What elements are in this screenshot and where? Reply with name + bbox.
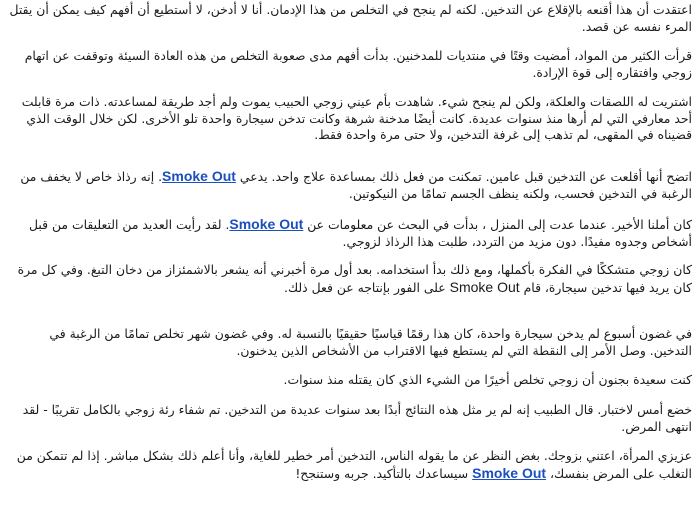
paragraph-8: كنت سعيدة بجنون أن زوجي تخلص أخيرًا من الشيء الذي كان يقتله منذ سنوات. xyxy=(283,372,692,387)
paragraph-4-lead: اتضح أنها أقلعت عن التدخين قبل عامين. تمكنت من فعل ذلك بمساعدة علاج واحد. يدعي xyxy=(239,169,692,184)
paragraph-10-lead: عزيزي المرأة، اعتني بزوجك. بغض النظر عن ما يقوله الناس، التدخين أمر خطير للغاية، وأنا أعلم ذلك بشكل مباشر. إذا لم تتمكن من التغلب على المرض بنفسك، xyxy=(16,448,692,481)
smoke-out-link[interactable]: Smoke Out xyxy=(229,216,304,232)
smoke-out-link[interactable]: Smoke Out xyxy=(472,464,547,481)
paragraph-4-tail: . إنه رذاذ خاص لا يخفف من الرغبة في التدخين فحسب، ولكنه ينظف الجسم تمامًا من النيكوتين. xyxy=(20,169,692,201)
paragraph-2: قرأت الكثير من المواد، أمضيت وقتًا في منتديات للمدخنين. بدأت أفهم مدى صعوبة التخلص من هذه العادة السيئة وتوقفت عن اتهام زوجي وافتقاره إلى قوة الإرادة. xyxy=(24,48,692,80)
paragraph-4 xyxy=(6,168,692,202)
brand-name-inline: Smoke Out xyxy=(449,278,520,295)
paragraph-5-lead: كان أملنا الأخير. عندما عدت إلى المنزل ، بدأت في البحث عن معلومات عن xyxy=(307,217,692,232)
paragraph-3: اشتريت له اللصقات والعلكة، ولكن لم ينجح شيء. شاهدت بأم عيني زوجي الحبيب يموت ولم أجد طريقة لمساعدته. ذات مرة قابلت أحد معارفي التي لم أرها منذ سنوات عديدة. كانت أيضًا مدخنة شرهة وكانت تدخن سيجارة واحدة تلو الأخرى. لكن خلال الوقت الذي قضيناه في المقهى، لم تذهب إلى غرفة التدخين، ولا حتى مرة واحدة فقط. xyxy=(21,94,692,142)
paragraph-10-tail: سيساعدك بالتأكيد. جربه وستنجح! xyxy=(295,465,469,481)
paragraph-5 xyxy=(6,216,692,250)
smoke-out-link[interactable]: Smoke Out xyxy=(162,168,236,184)
paragraph-10 xyxy=(6,448,692,482)
paragraph-1: اعتقدت أن هذا أقنعه بالإقلاع عن التدخين. لكنه لم ينجح في التخلص من هذا الإدمان. أنا لا أدخن، لا أستطيع أن أفهم كيف يمكن أن يقتل المرء نفسه عن قصد. xyxy=(9,2,692,34)
paragraph-6-lead: كان زوجي متشككًا في الفكرة بأكملها، ومع ذلك بدأ استخدامه. بعد أول مرة أخبرني أنه يشعر بالاشمئزاز من دخان التبغ. وفي كل مرة كان يريد فيها تدخين سيجارة، قام xyxy=(17,262,692,295)
paragraph-6 xyxy=(6,262,692,296)
paragraph-7: في غضون أسبوع لم يدخن سيجارة واحدة، كان هذا رقمًا قياسيًا حقيقيًا بالنسبة له. وفي غضون شهر تخلص تمامًا من الرغبة في التدخين. وصل الأمر إلى النقطة التي لم يستطع فيها الاقتراب من الأشخاص الذين يدخنون. xyxy=(49,326,692,358)
paragraph-5-tail: . لقد رأيت العديد من التعليقات من قبل أشخاص وجدوه مفيدًا. دون مزيد من التردد، طلبت هذا الرذاذ لزوجي. xyxy=(28,217,692,249)
paragraph-6-tail: على الفور بإنتاجه عن فعل ذلك. xyxy=(284,279,446,295)
paragraph-9: خضع أمس لاختبار. قال الطبيب إنه لم ير مثل هذه النتائج أبدًا بعد سنوات عديدة من التدخين. تم شفاء رئة زوجي بالكامل تقريبًا - لقد انتهى المرض. xyxy=(22,402,692,434)
